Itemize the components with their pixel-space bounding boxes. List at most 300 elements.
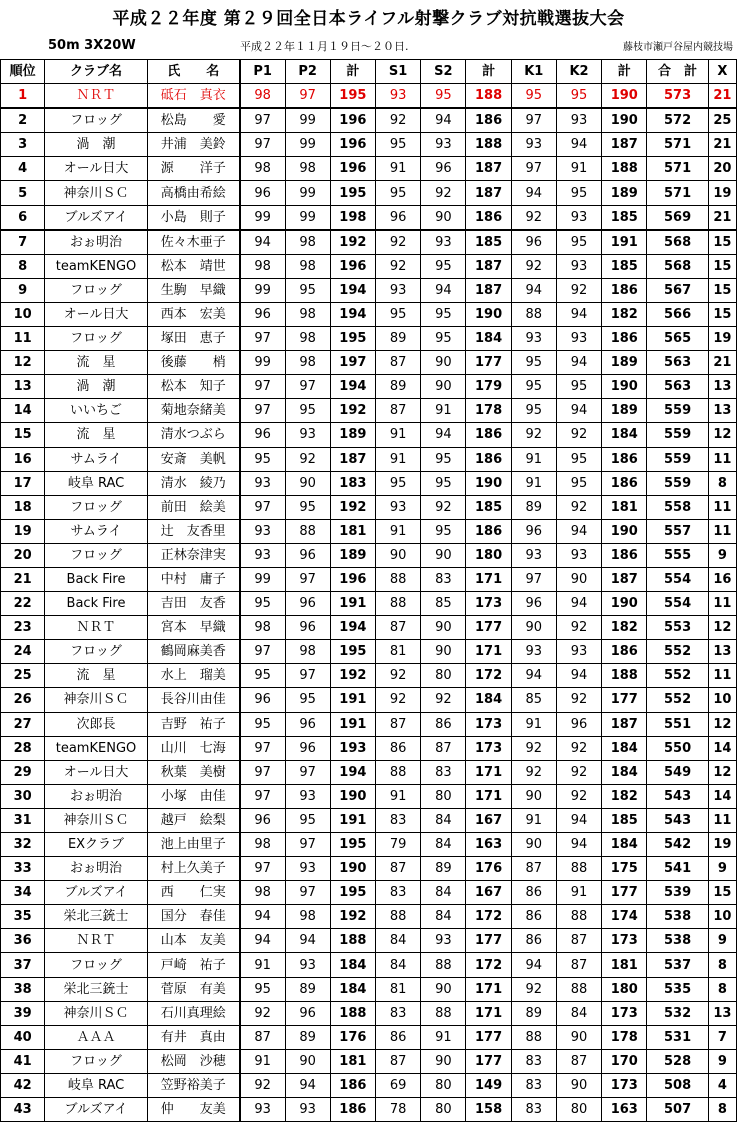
cell-k1: 94 — [511, 664, 556, 688]
cell-s-total: 180 — [466, 543, 511, 567]
cell-k2: 88 — [556, 905, 601, 929]
table-row — [1, 977, 737, 1001]
cell-k2: 94 — [556, 399, 601, 423]
cell-grand-total: 508 — [647, 1073, 708, 1097]
cell-p1: 98 — [240, 833, 285, 857]
cell-rank: 6 — [1, 205, 45, 230]
cell-k2: 87 — [556, 1049, 601, 1073]
cell-club: おぉ明治 — [45, 857, 148, 881]
cell-k1: 90 — [511, 784, 556, 808]
table-row — [1, 953, 737, 977]
cell-s1: 95 — [375, 133, 420, 157]
cell-name: 池上由里子 — [147, 833, 240, 857]
cell-k1: 86 — [511, 929, 556, 953]
cell-p1: 92 — [240, 1073, 285, 1097]
cell-s2: 80 — [421, 1098, 466, 1122]
cell-rank: 30 — [1, 784, 45, 808]
cell-club: 神奈川ＳＣ — [45, 808, 148, 832]
cell-s-total: 190 — [466, 471, 511, 495]
cell-x: 8 — [708, 471, 736, 495]
cell-k1: 91 — [511, 808, 556, 832]
cell-p2: 92 — [285, 447, 330, 471]
cell-p1: 98 — [240, 157, 285, 181]
cell-k1: 92 — [511, 423, 556, 447]
table-row — [1, 278, 737, 302]
cell-rank: 3 — [1, 133, 45, 157]
table-row — [1, 133, 737, 157]
cell-name: 辻 友香里 — [147, 519, 240, 543]
cell-grand-total: 531 — [647, 1025, 708, 1049]
cell-s2: 93 — [421, 929, 466, 953]
cell-name: 吉野 祐子 — [147, 712, 240, 736]
cell-p2: 98 — [285, 230, 330, 255]
cell-s-total: 171 — [466, 567, 511, 591]
cell-s1: 86 — [375, 1025, 420, 1049]
cell-club: オール日大 — [45, 157, 148, 181]
cell-s2: 92 — [421, 181, 466, 205]
cell-p-total: 194 — [330, 278, 375, 302]
cell-s1: 83 — [375, 808, 420, 832]
cell-club: フロッグ — [45, 543, 148, 567]
cell-grand-total: 569 — [647, 205, 708, 230]
cell-s2: 86 — [421, 712, 466, 736]
cell-name: 前田 絵美 — [147, 495, 240, 519]
table-row — [1, 1049, 737, 1073]
cell-x: 15 — [708, 278, 736, 302]
cell-name: 笠野裕美子 — [147, 1073, 240, 1097]
cell-p2: 97 — [285, 833, 330, 857]
table-row — [1, 1001, 737, 1025]
cell-grand-total: 528 — [647, 1049, 708, 1073]
table-row — [1, 108, 737, 133]
cell-grand-total: 555 — [647, 543, 708, 567]
cell-grand-total: 568 — [647, 254, 708, 278]
cell-s1: 93 — [375, 278, 420, 302]
cell-p-total: 194 — [330, 375, 375, 399]
cell-k2: 92 — [556, 278, 601, 302]
table-row — [1, 567, 737, 591]
cell-k2: 94 — [556, 519, 601, 543]
cell-club: ブルズアイ — [45, 205, 148, 230]
cell-p2: 94 — [285, 1073, 330, 1097]
cell-k-total: 190 — [602, 84, 647, 109]
cell-s1: 93 — [375, 84, 420, 109]
cell-k1: 95 — [511, 399, 556, 423]
cell-grand-total: 539 — [647, 881, 708, 905]
cell-grand-total: 566 — [647, 302, 708, 326]
cell-p2: 88 — [285, 519, 330, 543]
cell-s1: 84 — [375, 953, 420, 977]
cell-k1: 93 — [511, 543, 556, 567]
cell-k1: 97 — [511, 108, 556, 133]
cell-k-total: 186 — [602, 278, 647, 302]
cell-s-total: 177 — [466, 1025, 511, 1049]
cell-name: 砥石 真衣 — [147, 84, 240, 109]
cell-s1: 95 — [375, 181, 420, 205]
cell-s2: 90 — [421, 1049, 466, 1073]
cell-p-total: 196 — [330, 567, 375, 591]
cell-k-total: 175 — [602, 857, 647, 881]
cell-s2: 84 — [421, 905, 466, 929]
cell-p1: 97 — [240, 375, 285, 399]
cell-s1: 87 — [375, 857, 420, 881]
cell-rank: 26 — [1, 688, 45, 712]
cell-s2: 84 — [421, 833, 466, 857]
cell-s-total: 188 — [466, 133, 511, 157]
cell-p2: 94 — [285, 929, 330, 953]
cell-p-total: 188 — [330, 1001, 375, 1025]
col-header-club: クラブ名 — [45, 60, 148, 84]
cell-s-total: 177 — [466, 351, 511, 375]
cell-club: Back Fire — [45, 567, 148, 591]
col-header-s-total: 計 — [466, 60, 511, 84]
cell-p1: 96 — [240, 423, 285, 447]
cell-name: 生駒 早織 — [147, 278, 240, 302]
cell-rank: 22 — [1, 592, 45, 616]
cell-club: フロッグ — [45, 640, 148, 664]
cell-p-total: 195 — [330, 881, 375, 905]
cell-p2: 97 — [285, 567, 330, 591]
table-row — [1, 664, 737, 688]
cell-k1: 91 — [511, 712, 556, 736]
cell-x: 9 — [708, 857, 736, 881]
cell-club: サムライ — [45, 447, 148, 471]
cell-k-total: 177 — [602, 688, 647, 712]
cell-s2: 88 — [421, 953, 466, 977]
cell-p-total: 192 — [330, 495, 375, 519]
cell-s-total: 158 — [466, 1098, 511, 1122]
cell-rank: 1 — [1, 84, 45, 109]
table-row — [1, 447, 737, 471]
cell-s2: 91 — [421, 399, 466, 423]
cell-p1: 95 — [240, 977, 285, 1001]
cell-grand-total: 557 — [647, 519, 708, 543]
cell-k2: 94 — [556, 664, 601, 688]
cell-x: 12 — [708, 712, 736, 736]
cell-grand-total: 559 — [647, 423, 708, 447]
cell-s1: 91 — [375, 157, 420, 181]
cell-grand-total: 573 — [647, 84, 708, 109]
cell-k1: 83 — [511, 1098, 556, 1122]
cell-k-total: 185 — [602, 254, 647, 278]
cell-club: ブルズアイ — [45, 881, 148, 905]
cell-s-total: 173 — [466, 736, 511, 760]
table-row — [1, 519, 737, 543]
cell-s2: 89 — [421, 857, 466, 881]
cell-name: 秋葉 美樹 — [147, 760, 240, 784]
cell-rank: 10 — [1, 302, 45, 326]
cell-s1: 92 — [375, 664, 420, 688]
cell-x: 9 — [708, 929, 736, 953]
cell-s1: 87 — [375, 351, 420, 375]
cell-p2: 96 — [285, 592, 330, 616]
cell-grand-total: 563 — [647, 375, 708, 399]
cell-p1: 97 — [240, 784, 285, 808]
cell-k1: 92 — [511, 254, 556, 278]
cell-k1: 94 — [511, 278, 556, 302]
cell-p2: 95 — [285, 808, 330, 832]
cell-s-total: 171 — [466, 977, 511, 1001]
cell-club: ＮＲＴ — [45, 84, 148, 109]
cell-k1: 91 — [511, 447, 556, 471]
cell-p1: 94 — [240, 905, 285, 929]
cell-club: サムライ — [45, 519, 148, 543]
cell-name: 西 仁実 — [147, 881, 240, 905]
col-header-p1: P1 — [240, 60, 285, 84]
cell-grand-total: 572 — [647, 108, 708, 133]
cell-p1: 95 — [240, 592, 285, 616]
cell-club: 岐阜 RAC — [45, 1073, 148, 1097]
cell-k-total: 191 — [602, 230, 647, 255]
cell-s1: 91 — [375, 447, 420, 471]
col-header-x: X — [708, 60, 736, 84]
col-header-rank: 順位 — [1, 60, 45, 84]
cell-k1: 97 — [511, 157, 556, 181]
cell-k1: 95 — [511, 375, 556, 399]
cell-p1: 91 — [240, 953, 285, 977]
cell-p1: 92 — [240, 1001, 285, 1025]
cell-rank: 17 — [1, 471, 45, 495]
cell-s-total: 173 — [466, 712, 511, 736]
cell-rank: 24 — [1, 640, 45, 664]
cell-s-total: 184 — [466, 327, 511, 351]
cell-rank: 12 — [1, 351, 45, 375]
cell-k1: 96 — [511, 519, 556, 543]
cell-k2: 94 — [556, 351, 601, 375]
cell-k-total: 185 — [602, 205, 647, 230]
cell-k1: 88 — [511, 1025, 556, 1049]
cell-s-total: 173 — [466, 592, 511, 616]
table-row — [1, 616, 737, 640]
cell-p2: 98 — [285, 302, 330, 326]
cell-x: 16 — [708, 567, 736, 591]
cell-grand-total: 559 — [647, 399, 708, 423]
cell-k2: 93 — [556, 205, 601, 230]
cell-club: 神奈川ＳＣ — [45, 181, 148, 205]
cell-name: 小島 則子 — [147, 205, 240, 230]
cell-s-total: 186 — [466, 447, 511, 471]
cell-s1: 90 — [375, 543, 420, 567]
cell-rank: 19 — [1, 519, 45, 543]
cell-k2: 92 — [556, 784, 601, 808]
cell-s1: 89 — [375, 375, 420, 399]
cell-p2: 98 — [285, 351, 330, 375]
table-row — [1, 205, 737, 230]
cell-x: 13 — [708, 399, 736, 423]
cell-k-total: 186 — [602, 543, 647, 567]
cell-k-total: 182 — [602, 302, 647, 326]
cell-s-total: 149 — [466, 1073, 511, 1097]
cell-grand-total: 552 — [647, 640, 708, 664]
cell-p-total: 192 — [330, 230, 375, 255]
cell-p-total: 183 — [330, 471, 375, 495]
cell-p1: 93 — [240, 543, 285, 567]
table-row — [1, 495, 737, 519]
cell-s2: 83 — [421, 567, 466, 591]
cell-s2: 94 — [421, 108, 466, 133]
cell-rank: 5 — [1, 181, 45, 205]
cell-s1: 92 — [375, 108, 420, 133]
cell-name: 山川 七海 — [147, 736, 240, 760]
cell-s2: 95 — [421, 519, 466, 543]
cell-k1: 93 — [511, 327, 556, 351]
cell-k-total: 188 — [602, 157, 647, 181]
cell-s-total: 186 — [466, 205, 511, 230]
cell-k2: 84 — [556, 1001, 601, 1025]
table-row — [1, 784, 737, 808]
cell-p1: 96 — [240, 181, 285, 205]
cell-s2: 83 — [421, 760, 466, 784]
cell-p-total: 195 — [330, 181, 375, 205]
cell-p-total: 194 — [330, 616, 375, 640]
cell-k-total: 184 — [602, 423, 647, 447]
cell-club: フロッグ — [45, 953, 148, 977]
cell-s1: 88 — [375, 760, 420, 784]
cell-k1: 86 — [511, 881, 556, 905]
cell-x: 4 — [708, 1073, 736, 1097]
cell-grand-total: 553 — [647, 616, 708, 640]
cell-p-total: 195 — [330, 833, 375, 857]
cell-p2: 93 — [285, 784, 330, 808]
cell-p1: 93 — [240, 519, 285, 543]
cell-s-total: 167 — [466, 808, 511, 832]
cell-k2: 94 — [556, 302, 601, 326]
cell-rank: 29 — [1, 760, 45, 784]
cell-x: 15 — [708, 881, 736, 905]
cell-p2: 97 — [285, 375, 330, 399]
cell-p-total: 196 — [330, 108, 375, 133]
cell-grand-total: 571 — [647, 181, 708, 205]
table-row — [1, 857, 737, 881]
cell-rank: 16 — [1, 447, 45, 471]
cell-name: 有井 真由 — [147, 1025, 240, 1049]
cell-grand-total: 559 — [647, 471, 708, 495]
cell-s-total: 187 — [466, 278, 511, 302]
cell-k-total: 190 — [602, 108, 647, 133]
cell-p2: 95 — [285, 495, 330, 519]
cell-k-total: 182 — [602, 616, 647, 640]
col-header-k2: K2 — [556, 60, 601, 84]
cell-s2: 90 — [421, 640, 466, 664]
table-row — [1, 327, 737, 351]
table-row — [1, 543, 737, 567]
cell-grand-total: 543 — [647, 808, 708, 832]
cell-s-total: 187 — [466, 254, 511, 278]
cell-k-total: 190 — [602, 375, 647, 399]
cell-name: 長谷川由佳 — [147, 688, 240, 712]
cell-rank: 8 — [1, 254, 45, 278]
cell-k-total: 186 — [602, 447, 647, 471]
cell-p2: 97 — [285, 84, 330, 109]
col-header-grand-total: 合 計 — [647, 60, 708, 84]
table-row — [1, 592, 737, 616]
cell-grand-total: 538 — [647, 905, 708, 929]
cell-s-total: 186 — [466, 519, 511, 543]
cell-p-total: 188 — [330, 929, 375, 953]
cell-k2: 95 — [556, 84, 601, 109]
cell-s1: 91 — [375, 519, 420, 543]
cell-x: 13 — [708, 1001, 736, 1025]
cell-name: 清水つぶら — [147, 423, 240, 447]
col-header-k1: K1 — [511, 60, 556, 84]
cell-s-total: 167 — [466, 881, 511, 905]
cell-p-total: 194 — [330, 760, 375, 784]
table-row — [1, 351, 737, 375]
cell-k-total: 186 — [602, 640, 647, 664]
cell-grand-total: 538 — [647, 929, 708, 953]
cell-name: 宮本 早織 — [147, 616, 240, 640]
cell-rank: 9 — [1, 278, 45, 302]
cell-k2: 94 — [556, 133, 601, 157]
cell-p1: 98 — [240, 616, 285, 640]
cell-k-total: 190 — [602, 519, 647, 543]
cell-s1: 89 — [375, 327, 420, 351]
cell-k2: 93 — [556, 254, 601, 278]
cell-k-total: 187 — [602, 133, 647, 157]
cell-s1: 87 — [375, 399, 420, 423]
event-date: 平成２２年１１月１９日～２０日. — [240, 40, 409, 53]
cell-p-total: 184 — [330, 977, 375, 1001]
table-row — [1, 471, 737, 495]
cell-x: 15 — [708, 230, 736, 255]
cell-p2: 89 — [285, 977, 330, 1001]
cell-s1: 79 — [375, 833, 420, 857]
cell-grand-total: 550 — [647, 736, 708, 760]
cell-grand-total: 554 — [647, 567, 708, 591]
cell-p1: 94 — [240, 230, 285, 255]
table-row — [1, 230, 737, 255]
cell-k1: 92 — [511, 205, 556, 230]
cell-s2: 80 — [421, 664, 466, 688]
cell-k2: 95 — [556, 471, 601, 495]
cell-p2: 90 — [285, 471, 330, 495]
cell-p1: 98 — [240, 881, 285, 905]
cell-name: 松岡 沙穂 — [147, 1049, 240, 1073]
cell-k1: 83 — [511, 1073, 556, 1097]
cell-k-total: 181 — [602, 953, 647, 977]
cell-p2: 95 — [285, 688, 330, 712]
table-row — [1, 302, 737, 326]
cell-s2: 87 — [421, 736, 466, 760]
cell-name: 高橋由希絵 — [147, 181, 240, 205]
cell-k2: 92 — [556, 423, 601, 447]
cell-x: 10 — [708, 905, 736, 929]
cell-k2: 93 — [556, 108, 601, 133]
cell-s1: 81 — [375, 640, 420, 664]
cell-club: 岐阜 RAC — [45, 471, 148, 495]
cell-k1: 83 — [511, 1049, 556, 1073]
table-row — [1, 375, 737, 399]
cell-grand-total: 568 — [647, 230, 708, 255]
cell-name: 戸崎 祐子 — [147, 953, 240, 977]
cell-s-total: 185 — [466, 495, 511, 519]
event-venue: 藤枝市瀬戸谷屋内競技場 — [623, 42, 733, 53]
cell-grand-total: 571 — [647, 157, 708, 181]
cell-s1: 78 — [375, 1098, 420, 1122]
cell-p-total: 194 — [330, 302, 375, 326]
cell-name: 塚田 恵子 — [147, 327, 240, 351]
col-header-s1: S1 — [375, 60, 420, 84]
cell-x: 11 — [708, 664, 736, 688]
cell-s1: 84 — [375, 929, 420, 953]
cell-s1: 88 — [375, 905, 420, 929]
cell-name: 石川真理絵 — [147, 1001, 240, 1025]
cell-rank: 35 — [1, 905, 45, 929]
cell-p1: 97 — [240, 760, 285, 784]
cell-p-total: 184 — [330, 953, 375, 977]
cell-x: 11 — [708, 447, 736, 471]
cell-rank: 27 — [1, 712, 45, 736]
